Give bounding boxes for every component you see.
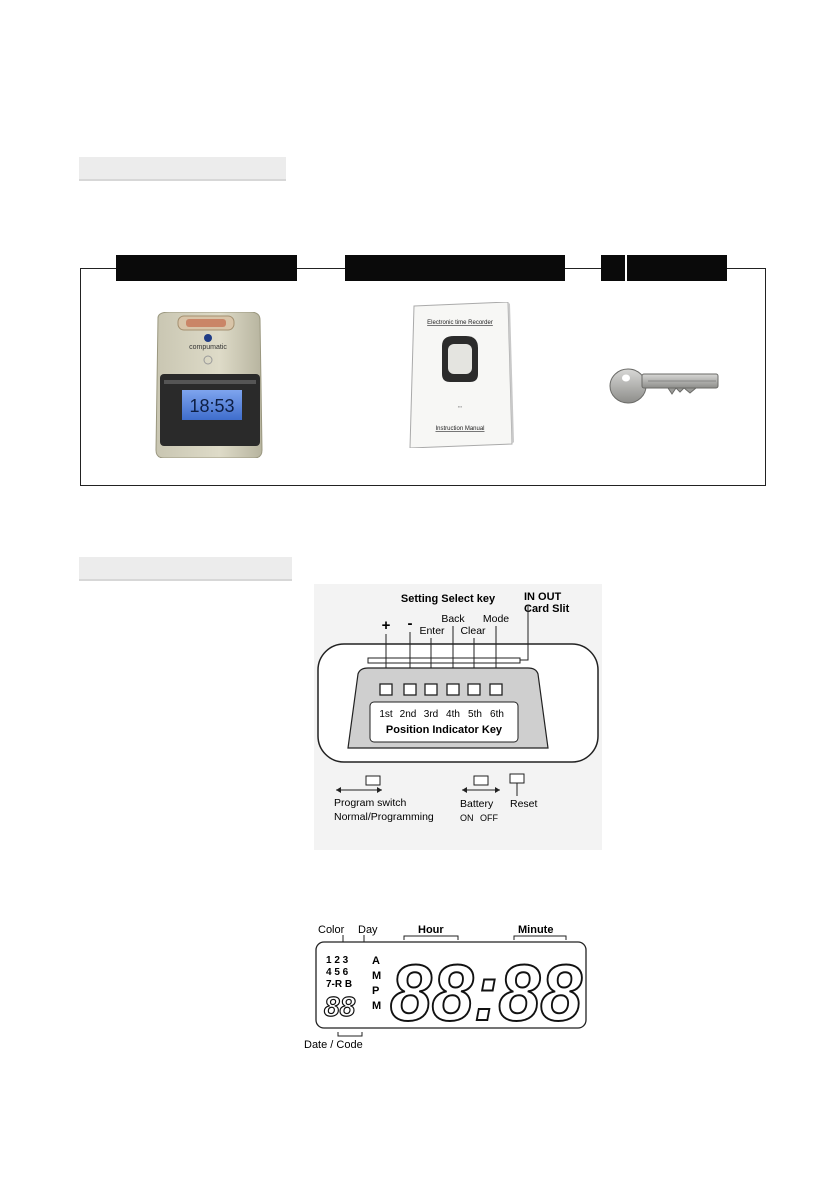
battery-label: Battery <box>460 798 494 810</box>
day-label: Day <box>358 924 378 936</box>
in-out-label: IN OUT <box>524 591 562 603</box>
minus-key-label: - <box>407 615 413 632</box>
label-bar-key <box>601 255 727 281</box>
section-header-bar-2 <box>79 557 292 579</box>
position-3rd: 3rd <box>423 709 439 720</box>
position-6th: 6th <box>490 709 504 720</box>
date-code-label: Date / Code <box>304 1039 363 1051</box>
battery-off-label: OFF <box>480 813 498 823</box>
color-label: Color <box>318 924 345 936</box>
ampm-a: A <box>372 955 380 967</box>
program-switch-label: Program switch <box>334 797 407 809</box>
lcd-row-3: 7-R B <box>326 979 353 990</box>
ampm-m2: M <box>372 1000 382 1012</box>
key-photo <box>608 360 722 408</box>
normal-programming-label: Normal/Programming <box>334 811 434 823</box>
label-divider <box>625 255 627 281</box>
lcd-small-digits: 88 <box>324 991 356 1022</box>
instruction-manual-photo <box>408 302 514 448</box>
time-clock-photo <box>150 312 266 458</box>
back-key-label: Back <box>441 613 465 625</box>
minute-label: Minute <box>518 924 554 936</box>
position-4th: 4th <box>446 709 460 720</box>
lcd-row-2: 4 5 6 <box>326 967 349 978</box>
battery-on-label: ON <box>460 813 474 823</box>
manual-cover-footer: Instruction Manual <box>435 426 485 432</box>
label-bar-clock <box>116 255 297 281</box>
position-indicator-key-label: Position Indicator Key <box>385 724 503 736</box>
card-slit-label: Card Slit <box>524 603 570 615</box>
lcd-segment-diagram <box>298 908 598 1053</box>
svg-text:▪▪▪: ▪▪▪ <box>457 404 463 409</box>
enter-key-label: Enter <box>419 625 445 637</box>
setting-select-key-label: Setting Select key <box>400 593 496 605</box>
ampm-m1: M <box>372 970 382 982</box>
mode-key-label: Mode <box>482 613 510 625</box>
hour-label: Hour <box>418 924 444 936</box>
clock-display-time: 18:53 <box>189 396 235 416</box>
section-header-bar-1 <box>79 157 286 179</box>
label-bar-manual <box>345 255 565 281</box>
manual-cover-title: Electronic time Recorder <box>427 320 493 326</box>
lcd-main-digits: 88:88 <box>390 948 583 1037</box>
ampm-p: P <box>372 985 380 997</box>
control-panel-diagram <box>314 584 602 850</box>
lcd-row-1: 1 2 3 <box>326 955 349 966</box>
position-5th: 5th <box>468 709 482 720</box>
position-1st: 1st <box>379 709 393 720</box>
clear-key-label: Clear <box>460 625 486 637</box>
reset-label: Reset <box>510 798 538 810</box>
clock-brand: compumatic <box>189 344 227 351</box>
plus-key-label: + <box>381 617 391 634</box>
position-2nd: 2nd <box>399 709 417 720</box>
